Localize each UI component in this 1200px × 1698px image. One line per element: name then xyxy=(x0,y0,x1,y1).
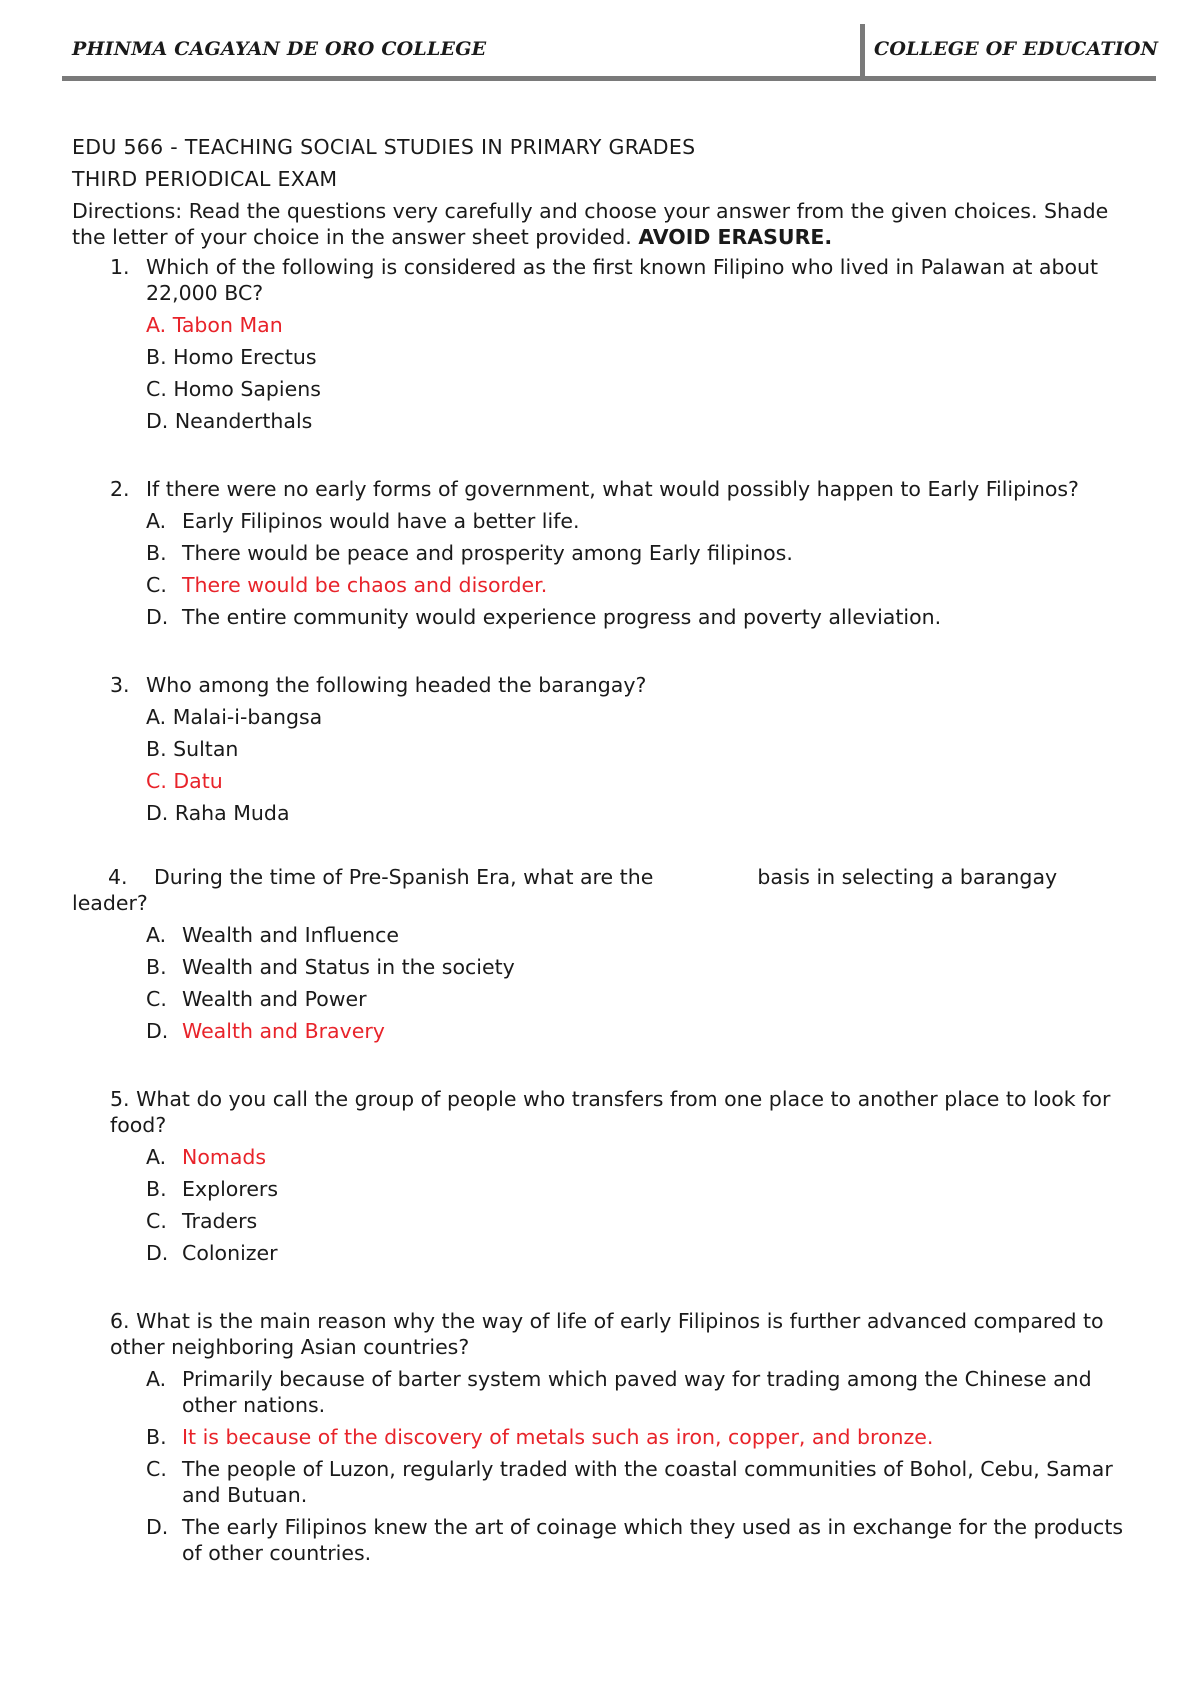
q2-option-a: A. Early Filipinos would have a better life. xyxy=(146,509,580,533)
q4-option-a: A. Wealth and Influence xyxy=(146,923,400,947)
q2-option-b: B. There would be peace and prosperity among Early filipinos. xyxy=(146,541,793,565)
header-divider xyxy=(860,24,865,78)
q5-option-c: C. Traders xyxy=(146,1209,258,1233)
exam-title: THIRD PERIODICAL EXAM xyxy=(72,167,338,191)
question-text-part1: During the time of Pre-Spanish Era, what are the xyxy=(154,865,654,889)
q4-option-b: B. Wealth and Status in the society xyxy=(146,955,515,979)
q5-option-d: D. Colonizer xyxy=(146,1241,278,1265)
spacer xyxy=(72,826,1132,860)
q2-option-d: D. The entire community would experience progress and poverty alleviation. xyxy=(146,605,942,629)
header-rule xyxy=(62,76,1156,81)
question-text: 5. What do you call the group of people who transfers from one place to another place to look for food? xyxy=(110,1087,1111,1137)
question-number: 1. xyxy=(110,255,130,279)
course-title: EDU 566 - TEACHING SOCIAL STUDIES IN PRIMARY GRADES xyxy=(72,135,696,159)
spacer xyxy=(72,630,1132,668)
question-text: If there were no early forms of government, what would possibly happen to Early Filipinos? xyxy=(146,477,1079,501)
q6-option-a: A. Primarily because of barter system which paved way for trading among the Chinese and other nations. xyxy=(146,1367,1092,1417)
q2-option-c: C. There would be chaos and disorder. xyxy=(146,573,548,597)
question-number: 2. xyxy=(110,477,130,501)
question-1 xyxy=(110,254,1132,306)
q6-option-c: C. The people of Luzon, regularly traded with the coastal communities of Bohol, Cebu, Samar and Butuan. xyxy=(146,1457,1113,1507)
q1-option-c: C. Homo Sapiens xyxy=(146,377,321,401)
directions-emphasis: AVOID ERASURE. xyxy=(638,225,833,249)
q6-option-d: D. The early Filipinos knew the art of coinage which they used as in exchange for the products of other countries. xyxy=(146,1515,1124,1565)
q5-option-a: A. Nomads xyxy=(146,1145,267,1169)
question-text: Which of the following is considered as the first known Filipino who lived in Palawan at about 22,000 BC? xyxy=(146,255,1099,305)
spacer xyxy=(72,434,1132,472)
q3-option-c: C. Datu xyxy=(146,769,223,793)
question-4 xyxy=(72,864,1132,916)
department-name: COLLEGE OF EDUCATION xyxy=(874,38,1159,60)
question-text: Who among the following headed the barangay? xyxy=(146,673,647,697)
question-6 xyxy=(110,1308,1132,1360)
question-5 xyxy=(110,1086,1132,1138)
question-number: 4. xyxy=(108,865,128,889)
school-name: PHINMA CAGAYAN DE ORO COLLEGE xyxy=(72,38,487,60)
q1-option-b: B. Homo Erectus xyxy=(146,345,317,369)
q3-option-b: B. Sultan xyxy=(146,737,239,761)
q4-option-c: C. Wealth and Power xyxy=(146,987,367,1011)
q3-option-d: D. Raha Muda xyxy=(146,801,290,825)
q5-option-b: B. Explorers xyxy=(146,1177,279,1201)
question-number: 3. xyxy=(110,673,130,697)
q1-option-d: D. Neanderthals xyxy=(146,409,313,433)
exam-content xyxy=(72,134,1132,1566)
spacer xyxy=(72,1266,1132,1304)
question-text-part2: basis in selecting a barangay leader? xyxy=(72,865,1058,915)
question-text: 6. What is the main reason why the way of life of early Filipinos is further advanced compared to other neighboring Asian countries? xyxy=(110,1309,1104,1359)
q3-option-a: A. Malai-i-bangsa xyxy=(146,705,323,729)
spacer xyxy=(72,1044,1132,1082)
directions-text: Directions: Read the questions very carefully and choose your answer from the given choices. Shade the letter of your choice in the answer sheet provided. xyxy=(72,199,1109,249)
q4-option-d: D. Wealth and Bravery xyxy=(146,1019,385,1043)
q1-option-a: A. Tabon Man xyxy=(146,313,283,337)
directions xyxy=(72,198,1132,250)
question-2 xyxy=(110,476,1132,502)
q6-option-b: B. It is because of the discovery of metals such as iron, copper, and bronze. xyxy=(146,1425,934,1449)
question-3 xyxy=(110,672,1132,698)
